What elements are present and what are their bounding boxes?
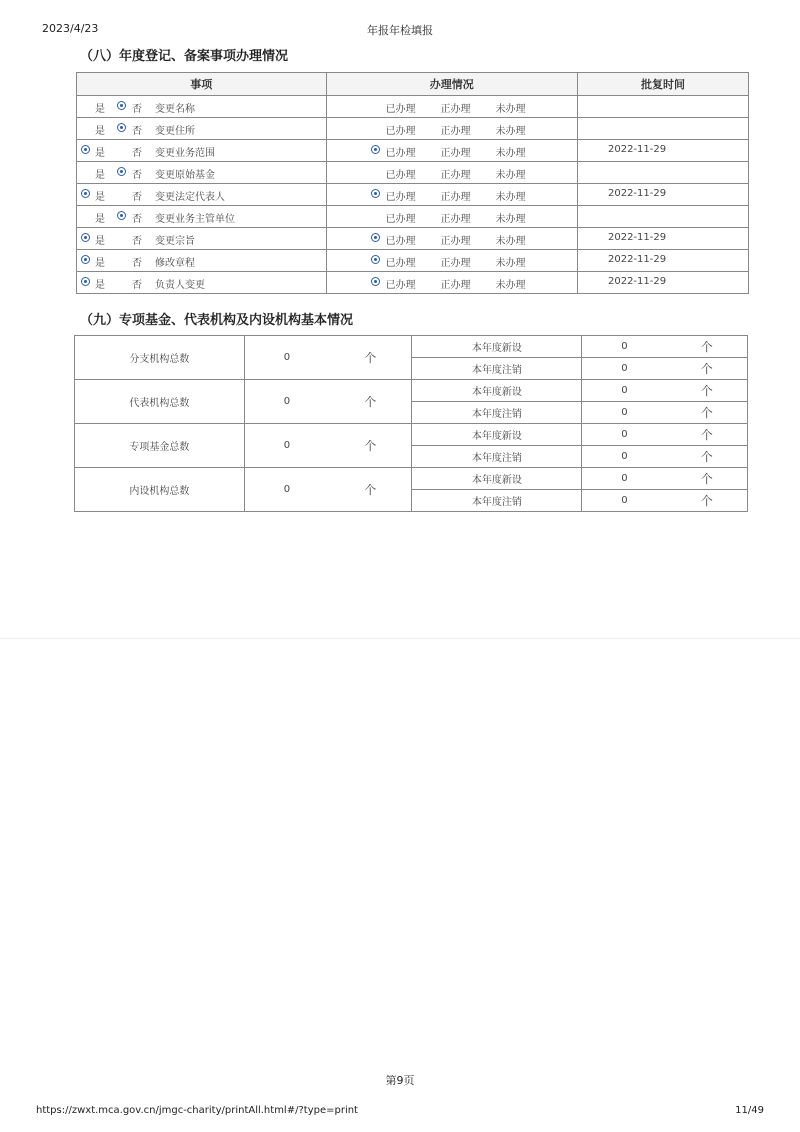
no-option[interactable]: 否 (132, 258, 142, 269)
col-item: 事项 (77, 73, 327, 96)
status-done-option[interactable]: 已办理 (385, 148, 416, 159)
radio-selected-icon[interactable] (117, 123, 126, 132)
new-label: 本年度新设 (412, 380, 582, 402)
table-row (75, 468, 748, 490)
item-label: 修改章程 (155, 258, 195, 269)
page-url: https://zwxt.mca.gov.cn/jmgc-charity/printAll.html#/?type=print (36, 1105, 358, 1116)
group-name: 内设机构总数 (75, 468, 245, 512)
table-row (77, 118, 749, 140)
table-row (77, 272, 749, 294)
item-label: 变更住所 (155, 126, 195, 137)
unit-label: 个 (667, 336, 748, 358)
unit-label: 个 (667, 424, 748, 446)
radio-selected-icon[interactable] (371, 277, 380, 286)
new-value: 0 (582, 380, 667, 402)
group-name: 专项基金总数 (75, 424, 245, 468)
yes-option[interactable]: 是 (95, 126, 105, 137)
item-label: 变更业务主管单位 (155, 214, 235, 225)
yes-option[interactable]: 是 (95, 280, 105, 291)
no-option[interactable]: 否 (132, 148, 142, 159)
item-label: 变更宗旨 (155, 236, 195, 247)
status-inprogress-option[interactable]: 正办理 (440, 170, 471, 181)
radio-selected-icon[interactable] (81, 189, 90, 198)
status-done-option[interactable]: 已办理 (385, 214, 416, 225)
unit-label: 个 (667, 468, 748, 490)
radio-selected-icon[interactable] (81, 145, 90, 154)
item-label: 变更业务范围 (155, 148, 215, 159)
status-notdone-option[interactable]: 未办理 (495, 236, 526, 247)
no-option[interactable]: 否 (132, 280, 142, 291)
item-label: 负责人变更 (155, 280, 205, 291)
group-total: 0 (244, 424, 329, 468)
status-notdone-option[interactable]: 未办理 (495, 148, 526, 159)
table-row (75, 424, 748, 446)
no-option[interactable]: 否 (132, 192, 142, 203)
status-inprogress-option[interactable]: 正办理 (440, 126, 471, 137)
radio-selected-icon[interactable] (117, 167, 126, 176)
radio-selected-icon[interactable] (371, 189, 380, 198)
page-number: 第9页 (385, 1074, 415, 1087)
cancel-value: 0 (582, 446, 667, 468)
table-row (77, 140, 749, 162)
print-date: 2023/4/23 (42, 22, 99, 35)
approval-date: 2022-11-29 (607, 144, 667, 155)
yes-option[interactable]: 是 (95, 170, 105, 181)
no-option[interactable]: 否 (132, 126, 142, 137)
unit-label: 个 (329, 380, 412, 424)
no-option[interactable]: 否 (132, 104, 142, 115)
section8-title: （八）年度登记、备案事项办理情况 (80, 49, 289, 64)
table-row (77, 228, 749, 250)
print-title: 年报年检填报 (367, 24, 433, 37)
status-inprogress-option[interactable]: 正办理 (440, 258, 471, 269)
status-inprogress-option[interactable]: 正办理 (440, 280, 471, 291)
page-divider (0, 638, 800, 639)
new-value: 0 (582, 424, 667, 446)
approval-date: 2022-11-29 (607, 254, 667, 265)
yes-option[interactable]: 是 (95, 104, 105, 115)
section9-title: （九）专项基金、代表机构及内设机构基本情况 (80, 313, 354, 328)
unit-label: 个 (667, 446, 748, 468)
no-option[interactable]: 否 (132, 170, 142, 181)
cancel-label: 本年度注销 (412, 402, 582, 424)
unit-label: 个 (329, 468, 412, 512)
unit-label: 个 (667, 380, 748, 402)
item-label: 变更名称 (155, 104, 195, 115)
cancel-value: 0 (582, 402, 667, 424)
table-row (75, 336, 748, 358)
group-total: 0 (244, 380, 329, 424)
group-total: 0 (244, 336, 329, 380)
cancel-label: 本年度注销 (412, 358, 582, 380)
table-row (77, 206, 749, 228)
approval-date: 2022-11-29 (607, 188, 667, 199)
item-label: 变更法定代表人 (155, 192, 225, 203)
status-notdone-option[interactable]: 未办理 (495, 280, 526, 291)
status-inprogress-option[interactable]: 正办理 (440, 192, 471, 203)
status-done-option[interactable]: 已办理 (385, 126, 416, 137)
group-name: 代表机构总数 (75, 380, 245, 424)
group-total: 0 (244, 468, 329, 512)
status-inprogress-option[interactable]: 正办理 (440, 104, 471, 115)
yes-option[interactable]: 是 (95, 258, 105, 269)
approval-date: 2022-11-29 (607, 276, 667, 287)
col-status: 办理情况 (326, 73, 577, 96)
status-done-option[interactable]: 已办理 (385, 192, 416, 203)
status-notdone-option[interactable]: 未办理 (495, 104, 526, 115)
status-done-option[interactable]: 已办理 (385, 104, 416, 115)
unit-label: 个 (667, 402, 748, 424)
cancel-value: 0 (582, 358, 667, 380)
status-notdone-option[interactable]: 未办理 (495, 170, 526, 181)
yes-option[interactable]: 是 (95, 148, 105, 159)
unit-label: 个 (329, 336, 412, 380)
radio-selected-icon[interactable] (371, 145, 380, 154)
status-inprogress-option[interactable]: 正办理 (440, 148, 471, 159)
cancel-value: 0 (582, 490, 667, 512)
cancel-label: 本年度注销 (412, 446, 582, 468)
radio-selected-icon[interactable] (117, 211, 126, 220)
yes-option[interactable]: 是 (95, 236, 105, 247)
radio-selected-icon[interactable] (117, 101, 126, 110)
yes-option[interactable]: 是 (95, 214, 105, 225)
cancel-label: 本年度注销 (412, 490, 582, 512)
status-done-option[interactable]: 已办理 (385, 258, 416, 269)
status-notdone-option[interactable]: 未办理 (495, 214, 526, 225)
new-label: 本年度新设 (412, 468, 582, 490)
status-notdone-option[interactable]: 未办理 (495, 258, 526, 269)
new-value: 0 (582, 468, 667, 490)
radio-selected-icon[interactable] (371, 255, 380, 264)
item-label: 变更原始基金 (155, 170, 215, 181)
no-option[interactable]: 否 (132, 214, 142, 225)
status-done-option[interactable]: 已办理 (385, 170, 416, 181)
table-row (77, 162, 749, 184)
status-done-option[interactable]: 已办理 (385, 280, 416, 291)
status-done-option[interactable]: 已办理 (385, 236, 416, 247)
unit-label: 个 (329, 424, 412, 468)
approval-date: 2022-11-29 (607, 232, 667, 243)
unit-label: 个 (667, 358, 748, 380)
institution-table (74, 335, 748, 512)
col-approval-date: 批复时间 (577, 73, 748, 96)
radio-selected-icon[interactable] (81, 255, 90, 264)
table-row (75, 380, 748, 402)
group-name: 分支机构总数 (75, 336, 245, 380)
radio-selected-icon[interactable] (81, 277, 90, 286)
no-option[interactable]: 否 (132, 236, 142, 247)
status-notdone-option[interactable]: 未办理 (495, 126, 526, 137)
yes-option[interactable]: 是 (95, 192, 105, 203)
unit-label: 个 (667, 490, 748, 512)
table-row (77, 250, 749, 272)
table-row (77, 184, 749, 206)
sheet-count: 11/49 (735, 1105, 764, 1116)
status-inprogress-option[interactable]: 正办理 (440, 236, 471, 247)
status-inprogress-option[interactable]: 正办理 (440, 214, 471, 225)
new-value: 0 (582, 336, 667, 358)
table-row (77, 96, 749, 118)
radio-selected-icon[interactable] (371, 233, 380, 242)
new-label: 本年度新设 (412, 424, 582, 446)
radio-selected-icon[interactable] (81, 233, 90, 242)
registration-table (76, 72, 749, 294)
status-notdone-option[interactable]: 未办理 (495, 192, 526, 203)
new-label: 本年度新设 (412, 336, 582, 358)
